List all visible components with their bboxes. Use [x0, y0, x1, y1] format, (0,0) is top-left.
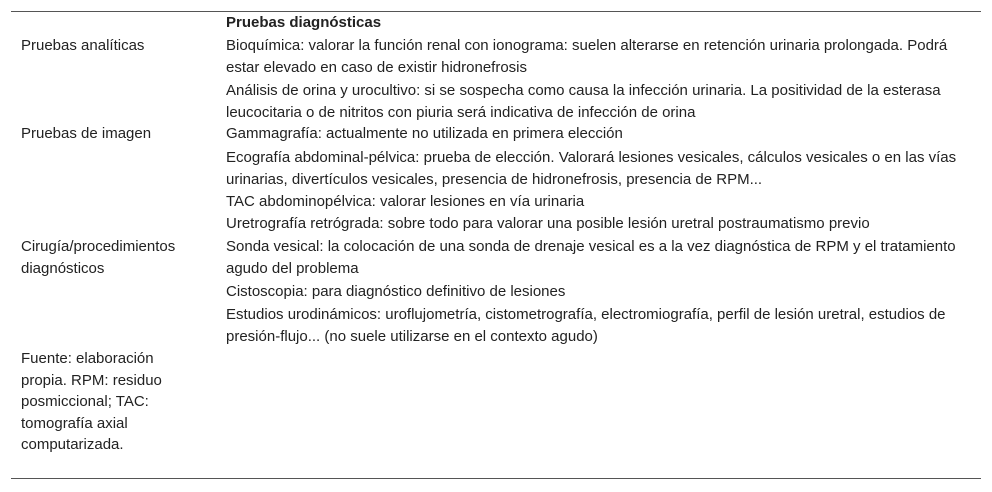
list-item: Ecografía abdominal-pélvica: prueba de elección. Valorará lesiones vesicales, cálculos vesicales o en las vías urinarias, divertículos vesicales, presencia de hidronefrosis, presencia de RPM...	[226, 149, 957, 188]
list-item: Uretrografía retrógrada: sobre todo para valorar una posible lesión uretral postraumatismo previo	[226, 215, 870, 232]
section-label: Pruebas de imagen	[21, 125, 152, 142]
list-item: Gammagrafía: actualmente no utilizada en primera elección	[226, 125, 623, 142]
list-item: Cistoscopia: para diagnóstico definitivo de lesiones	[226, 283, 566, 300]
list-item: Análisis de orina y urocultivo: si se sospecha como causa la infección urinaria. La positividad de la esterasa leucocitaria o de nitritos con piuria será indicativa de infección de orina	[226, 82, 941, 121]
list-item: TAC abdominopélvica: valorar lesiones en vía urinaria	[226, 193, 585, 210]
list-item: Estudios urodinámicos: uroflujometría, cistometrografía, electromiografía, perfil de lesión uretral, estudios de presión-flujo... (no suele utilizarse en el contexto agudo)	[226, 306, 946, 345]
section-label: Cirugía/procedimientos diagnósticos	[21, 238, 176, 277]
list-item: Sonda vesical: la colocación de una sonda de drenaje vesical es a la vez diagnóstica de RPM y el tratamiento agudo del problema	[226, 238, 956, 277]
list-item: Bioquímica: valorar la función renal con ionograma: suelen alterarse en retención urinaria prolongada. Podrá estar elevado en caso de existir hidronefrosis	[226, 37, 948, 76]
table-header: Pruebas diagnósticas	[226, 14, 382, 31]
diagnostic-tests-table	[11, 11, 981, 479]
section-label: Pruebas analíticas	[21, 37, 145, 54]
table-footnote: Fuente: elaboración propia. RPM: residuo posmiccional; TAC: tomografía axial computarizada.	[21, 350, 162, 453]
